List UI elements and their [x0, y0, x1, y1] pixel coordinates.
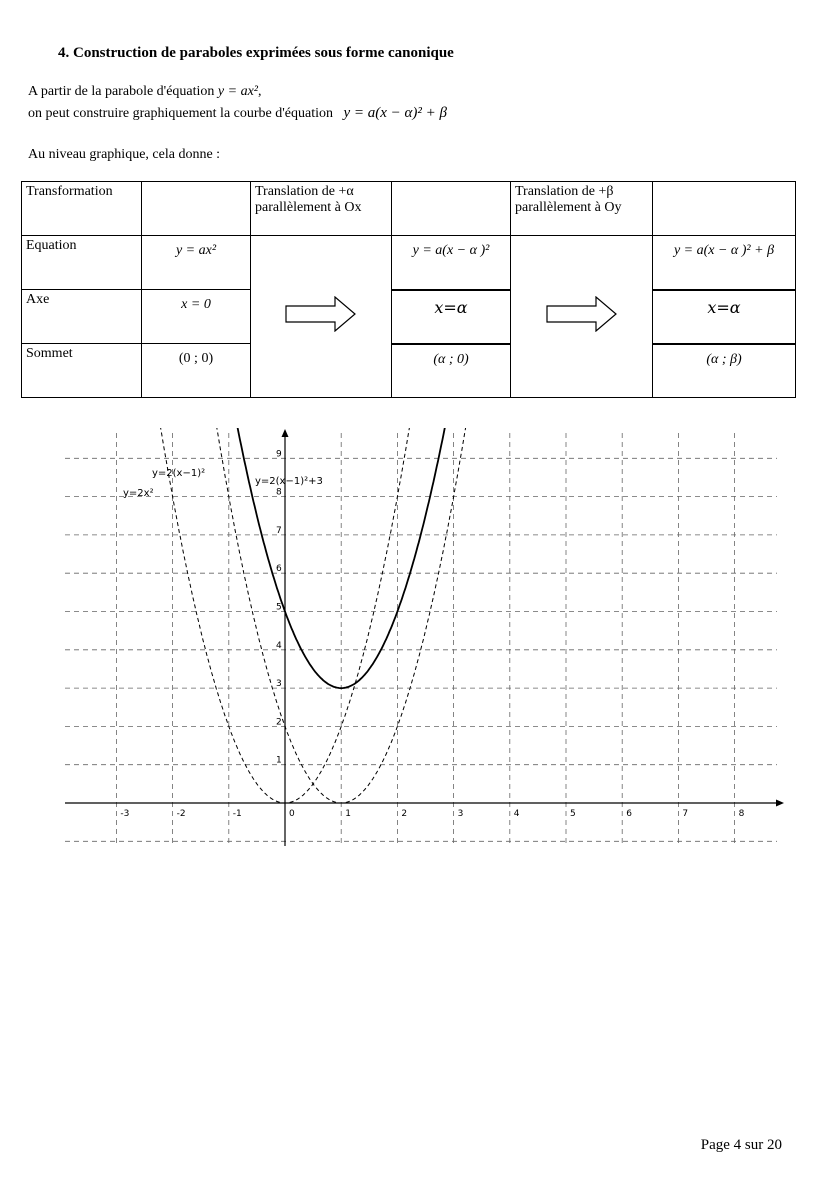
right-arrow-icon [285, 296, 357, 332]
x-tick-label: 2 [401, 809, 408, 819]
y-tick-label: 1 [276, 755, 282, 766]
y-tick-label: 9 [276, 449, 282, 460]
axe-2: x=α [392, 290, 511, 344]
parabola-graph [55, 428, 790, 853]
x-tick-label: 4 [513, 809, 520, 819]
x-tick-label: 5 [570, 809, 576, 819]
section-heading: 4. Construction de paraboles exprimées sous forme canonique [58, 45, 454, 61]
curve-labels [123, 468, 323, 499]
axe-3: x=α [653, 290, 796, 344]
sommet-2: (α ; 0) [392, 344, 511, 398]
translation-beta: Translation de +β parallèlement à Oy [511, 182, 653, 236]
translation-alpha: Translation de +α parallèlement à Ox [251, 182, 392, 236]
y-axis-arrow [282, 429, 289, 437]
x-tick-label: -2 [176, 809, 186, 819]
x-tick-label: 0 [289, 809, 295, 819]
x-tick-label: 3 [457, 809, 464, 819]
x-tick-label: 8 [738, 809, 745, 819]
x-tick-label: -1 [232, 809, 242, 819]
intro-line-2: on peut construire graphiquement la courbe d'équation y = a(x − α)² + β [28, 105, 447, 121]
axe-1: x = 0 [142, 290, 251, 344]
equation-canonical: y = a(x − α)² + β [343, 105, 447, 121]
x-tick-label: -3 [120, 809, 130, 819]
row-label-axe: Axe [22, 290, 142, 344]
y-tick-label: 7 [276, 525, 282, 536]
equation-3: y = a(x − α )² + β [653, 236, 796, 290]
sommet-1: (0 ; 0) [142, 344, 251, 398]
x-tick-label: 6 [626, 809, 632, 819]
row-label-equation: Equation [22, 236, 142, 290]
x-tick-label: 1 [345, 809, 351, 819]
y-tick-label: 8 [276, 487, 282, 498]
intro-line-1: A partir de la parabole d'équation y = ax², [28, 84, 262, 99]
sommet-3: (α ; β) [653, 344, 796, 398]
y-tick-label: 5 [276, 602, 282, 613]
row-label-transformation: Transformation [22, 182, 142, 236]
equation-2: y = a(x − α )² [392, 236, 511, 290]
row-label-sommet: Sommet [22, 344, 142, 398]
y-tick-label: 3 [276, 679, 282, 690]
equation-1: y = ax² [142, 236, 251, 290]
right-arrow-icon [546, 296, 618, 332]
tick-labels [120, 449, 744, 819]
transformation-table [21, 181, 796, 398]
y-tick-label: 2 [276, 717, 282, 728]
x-tick-label: 7 [682, 809, 689, 819]
arrow-cell-1 [251, 236, 392, 398]
arrow-cell-2 [511, 236, 653, 398]
page-number: Page 4 sur 20 [700, 1137, 782, 1153]
graph-intro: Au niveau graphique, cela donne : [28, 147, 221, 162]
y-tick-label: 6 [276, 564, 282, 575]
equation-base: y = ax² [217, 84, 258, 99]
label-y-2-x-1-2-plus-3: y=2(x−1)²+3 [255, 476, 323, 487]
label-y-2x2: y=2x² [123, 488, 154, 499]
y-tick-label: 4 [276, 640, 282, 651]
x-axis-arrow [776, 800, 784, 807]
label-y-2-x-1-2: y=2(x−1)² [152, 468, 206, 479]
